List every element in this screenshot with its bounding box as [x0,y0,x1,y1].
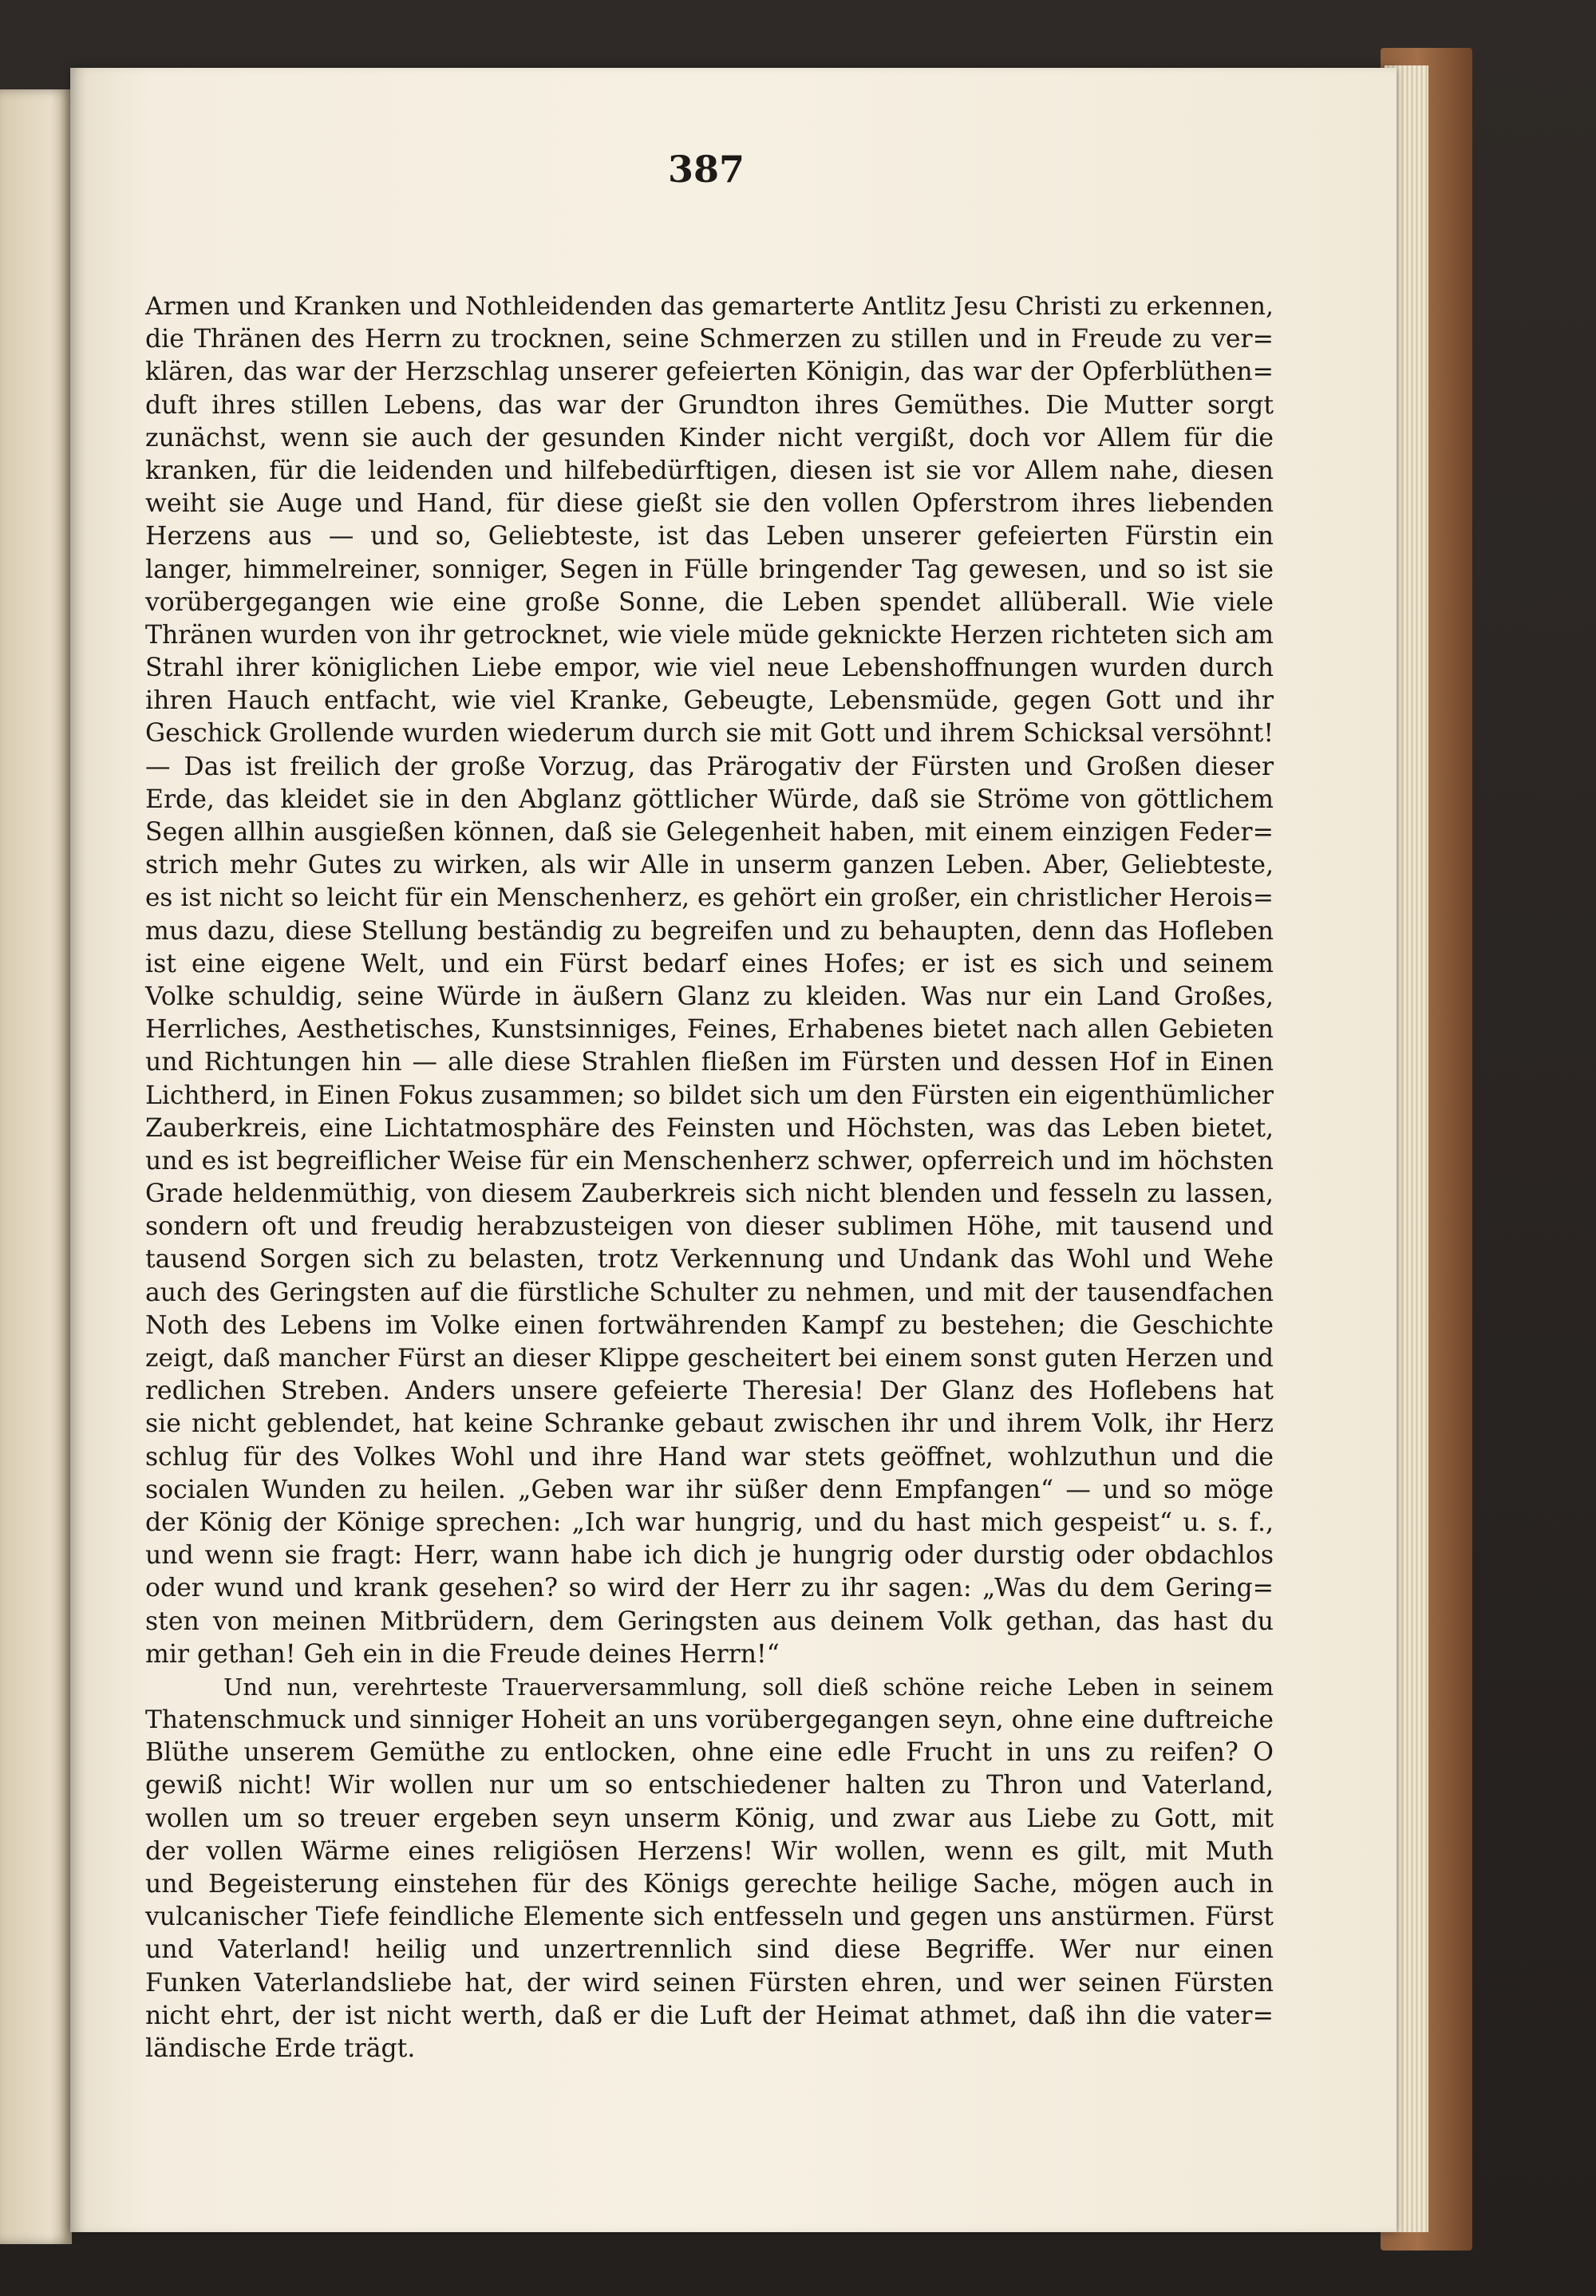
text-line: Segen allhin ausgießen können, daß sie Gelegenheit haben, mit einem einzigen Feder= [145,818,1274,847]
text-line: mus dazu, diese Stellung beständig zu begreifen und zu behaupten, denn das Hofleben [145,916,1274,946]
text-line: der König der Könige sprechen: „Ich war hungrig, und du hast mich gespeist“ u. s. f., [145,1508,1274,1537]
text-line: Thränen wurden von ihr getrocknet, wie viele müde geknickte Herzen richteten sich am [145,620,1274,650]
text-line: Strahl ihrer königlichen Liebe empor, wie viel neue Lebenshoffnungen wurden durch [145,654,1274,683]
text-line: oder wund und krank gesehen? so wird der Herr zu ihr sagen: „Was du dem Gering= [145,1574,1274,1603]
text-line: — Das ist freilich der große Vorzug, das Prärogativ der Fürsten und Großen dieser [145,752,1274,781]
text-line: sie nicht geblendet, hat keine Schranke gebaut zwischen ihr und ihrem Volk, ihr Herz [145,1409,1274,1439]
text-line: tausend Sorgen sich zu belasten, trotz Verkennung und Undank das Wohl und Wehe [145,1245,1274,1274]
text-line: und Begeisterung einstehen für des Königs gerechte heilige Sache, mögen auch in [145,1870,1274,1899]
text-line: vorübergegangen wie eine große Sonne, die Leben spendet allüberall. Wie viele [145,587,1274,617]
text-line: Funken Vaterlandsliebe hat, der wird seinen Fürsten ehren, und wer seinen Fürsten [145,1968,1274,1998]
text-line: vulcanischer Tiefe feindliche Elemente sich entfesseln und gegen uns anstürmen. Fürst [145,1903,1274,1932]
text-line: sten von meinen Mitbrüdern, dem Geringsten aus deinem Volk gethan, das hast du [145,1606,1274,1636]
text-line: der vollen Wärme eines religiösen Herzens! Wir wollen, wenn es gilt, mit Muth [145,1836,1274,1866]
body-text [145,290,1274,2065]
text-line: nicht ehrt, der ist nicht werth, daß er die Luft der Heimat athmet, daß ihn die vater= [145,2001,1274,2030]
text-line: langer, himmelreiner, sonniger, Segen in Fülle bringender Tag gewesen, und so ist sie [145,555,1274,584]
text-line: zunächst, wenn sie auch der gesunden Kinder nicht vergißt, doch vor Allem für die [145,423,1274,452]
text-line: Herrliches, Aesthetisches, Kunstsinniges, Feines, Erhabenes bietet nach allen Gebieten [145,1015,1274,1045]
text-line: Zauberkreis, eine Lichtatmosphäre des Feinsten und Höchsten, was das Leben bietet, [145,1113,1274,1143]
text-line: duft ihres stillen Lebens, das war der Grundton ihres Gemüthes. Die Mutter sorgt [145,390,1274,420]
text-line: die Thränen des Herrn zu trocknen, seine Schmerzen zu stillen und in Freude zu ver= [145,325,1274,354]
text-line: ländische Erde trägt. [145,2033,416,2063]
text-line: Und nun, verehrteste Trauerversammlung, soll dieß schöne reiche Leben in seinem [223,1673,1274,1701]
text-line: weiht sie Auge und Hand, für diese gießt sie den vollen Opferstrom ihres liebenden [145,489,1274,519]
text-line: Armen und Kranken und Nothleidenden das gemarterte Antlitz Jesu Christi zu erkennen, [145,292,1274,321]
text-line: mir gethan! Geh ein in die Freude deines Herrn!“ [145,1639,780,1669]
text-line: Geschick Grollende wurden wiederum durch sie mit Gott und ihrem Schicksal versöhnt! [145,719,1274,749]
text-line: auch des Geringsten auf die fürstliche Schulter zu nehmen, und mit der tausendfachen [145,1278,1274,1307]
text-line: es ist nicht so leicht für ein Menschenherz, es gehört ein großer, ein christlicher Herois= [145,883,1274,913]
text-line: redlichen Streben. Anders unsere gefeierte Theresia! Der Glanz des Hoflebens hat [145,1377,1274,1406]
text-line: sondern oft und freudig herabzusteigen von dieser sublimen Höhe, mit tausend und [145,1212,1274,1242]
text-line: Erde, das kleidet sie in den Abglanz göttlicher Würde, daß sie Ströme von göttlichem [145,784,1274,814]
text-line: Noth des Lebens im Volke einen fortwährenden Kampf zu bestehen; die Geschichte [145,1310,1274,1340]
page-number: 387 [667,148,745,191]
text-line: strich mehr Gutes zu wirken, als wir Alle in unserm ganzen Leben. Aber, Geliebteste, [145,851,1274,880]
text-line: und Vaterland! heilig und unzertrennlich sind diese Begriffe. Wer nur einen [145,1935,1274,1965]
text-line: ist eine eigene Welt, und ein Fürst bedarf eines Hofes; er ist es sich und seinem [145,949,1274,978]
text-line: kranken, für die leidenden und hilfebedürftigen, diesen ist sie vor Allem nahe, diesen [145,456,1274,485]
text-line: ihren Hauch entfacht, wie viel Kranke, Gebeugte, Lebensmüde, gegen Gott und ihr [145,686,1274,716]
text-line: wollen um so treuer ergeben seyn unserm König, und zwar aus Liebe zu Gott, mit [145,1804,1274,1833]
text-line: Lichtherd, in Einen Fokus zusammen; so bildet sich um den Fürsten ein eigenthümlicher [145,1081,1274,1110]
text-line: zeigt, daß mancher Fürst an dieser Klippe gescheitert bei einem sonst guten Herzen und [145,1344,1274,1373]
text-line: schlug für des Volkes Wohl und ihre Hand war stets geöffnet, wohlzuthun und die [145,1442,1274,1472]
text-line: gewiß nicht! Wir wollen nur um so entschiedener halten zu Thron und Vaterland, [145,1771,1274,1800]
text-line: und wenn sie fragt: Herr, wann habe ich dich je hungrig oder durstig oder obdachlos [145,1541,1274,1571]
text-line: Volke schuldig, seine Würde in äußern Glanz zu kleiden. Was nur ein Land Großes, [145,982,1274,1011]
text-line: Herzens aus — und so, Geliebteste, ist das Leben unserer gefeierten Fürstin ein [145,522,1274,551]
text-line: socialen Wunden zu heilen. „Geben war ihr süßer denn Empfangen“ — und so möge [145,1475,1274,1504]
text-line: Thatenschmuck und sinniger Hoheit an uns vorübergegangen seyn, ohne eine duftreiche [145,1705,1274,1735]
text-line: und es ist begreiflicher Weise für ein Menschenherz schwer, opferreich und im höchsten [145,1146,1274,1176]
text-line: Blüthe unserem Gemüthe zu entlocken, ohne eine edle Frucht in uns zu reifen? O [145,1738,1274,1768]
text-line: Grade heldenmüthig, von diesem Zauberkreis sich nicht blenden und fesseln zu lassen, [145,1180,1274,1209]
facing-page-edge [0,89,72,2244]
text-line: klären, das war der Herzschlag unserer gefeierten Königin, das war der Opferblüthen= [145,358,1274,387]
text-line: und Richtungen hin — alle diese Strahlen fließen im Fürsten und dessen Hof in Einen [145,1048,1274,1077]
